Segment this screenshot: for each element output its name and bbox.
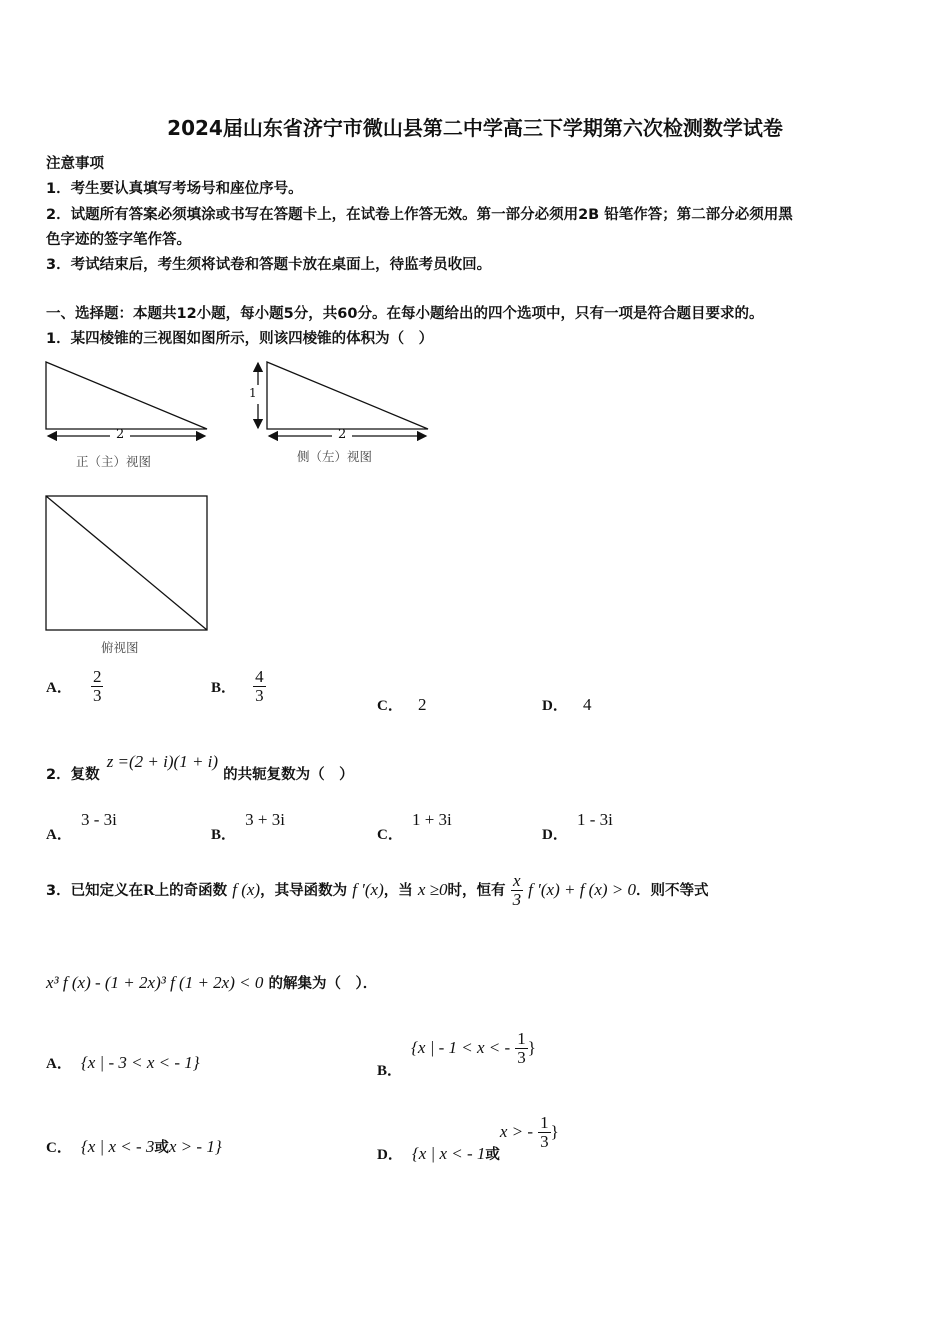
q1-option-d[interactable]: D． 4 (542, 695, 592, 714)
question-3-stem: 3．已知定义在R上的奇函数 f (x)，其导函数为 f ′(x)，当 x ≥0时，恒有 $\frac{x}{3}$ f ′(x) + f (x) > 0．则不等式 (46, 871, 709, 909)
q3-option-a[interactable]: A． {x | - 3 < x < - 1} (46, 1053, 200, 1072)
q2-option-c[interactable]: C． 1 + 3i (377, 810, 452, 843)
q3-option-d[interactable]: D． {x | x < - 1或x > - $\frac{1}{3}$ } (377, 1113, 559, 1163)
q3-option-b[interactable]: B． {x | - 1 < x < - $\frac{1}{3}$ } (377, 1029, 536, 1079)
top-view-diagonal (46, 496, 207, 630)
q1-option-a[interactable]: A． $\frac{2}{3}$ (46, 667, 102, 705)
side-view-caption: 侧（左）视图 (297, 449, 373, 464)
q1-option-b[interactable]: B． $\frac{4}{3}$ (211, 667, 264, 705)
note-item: 色字迹的签字笔作答。 (46, 232, 191, 248)
question-2-stem: 2．复数 z =(2 + i)(1 + i) 的共轭复数为（ ） (46, 752, 354, 783)
section-heading: 一、选择题：本题共12小题，每小题5分，共60分。在每小题给出的四个选项中，只有一项是符合题目要求的。 (46, 306, 764, 322)
q3-option-c[interactable]: C． {x | x < - 3或x > - 1} (46, 1137, 222, 1156)
q2-option-d[interactable]: D． 1 - 3i (542, 810, 613, 843)
side-dimension-label: 2 (338, 427, 347, 442)
front-dimension-label: 2 (116, 427, 125, 442)
q1-option-c[interactable]: C． 2 (377, 695, 427, 714)
notes-heading: 注意事项 (46, 156, 104, 172)
top-view-caption: 俯视图 (101, 640, 139, 655)
note-item: 2．试题所有答案必须填涂或书写在答题卡上，在试卷上作答无效。第一部分必须用2B 铅笔作答；第二部分必须用黑 (46, 207, 793, 223)
side-view-triangle (267, 362, 428, 429)
q2-option-b[interactable]: B． 3 + 3i (211, 810, 285, 843)
front-view-caption: 正（主）视图 (76, 454, 152, 469)
question-3-inequality: x³ f (x) - (1 + 2x)³ f (1 + 2x) < 0 的解集为（ ）． (46, 973, 378, 992)
q2-option-a[interactable]: A． 3 - 3i (46, 810, 117, 843)
front-view-triangle (46, 362, 207, 429)
note-item: 1．考生要认真填写考场号和座位序号。 (46, 181, 303, 197)
page-title: 2024届山东省济宁市微山县第二中学高三下学期第六次检测数学试卷 (167, 116, 783, 140)
side-height-label: 1 (249, 386, 257, 400)
note-item: 3．考试结束后，考生须将试卷和答题卡放在桌面上，待监考员收回。 (46, 257, 492, 273)
question-1-stem: 1．某四棱锥的三视图如图所示，则该四棱锥的体积为（ ） (46, 331, 434, 347)
